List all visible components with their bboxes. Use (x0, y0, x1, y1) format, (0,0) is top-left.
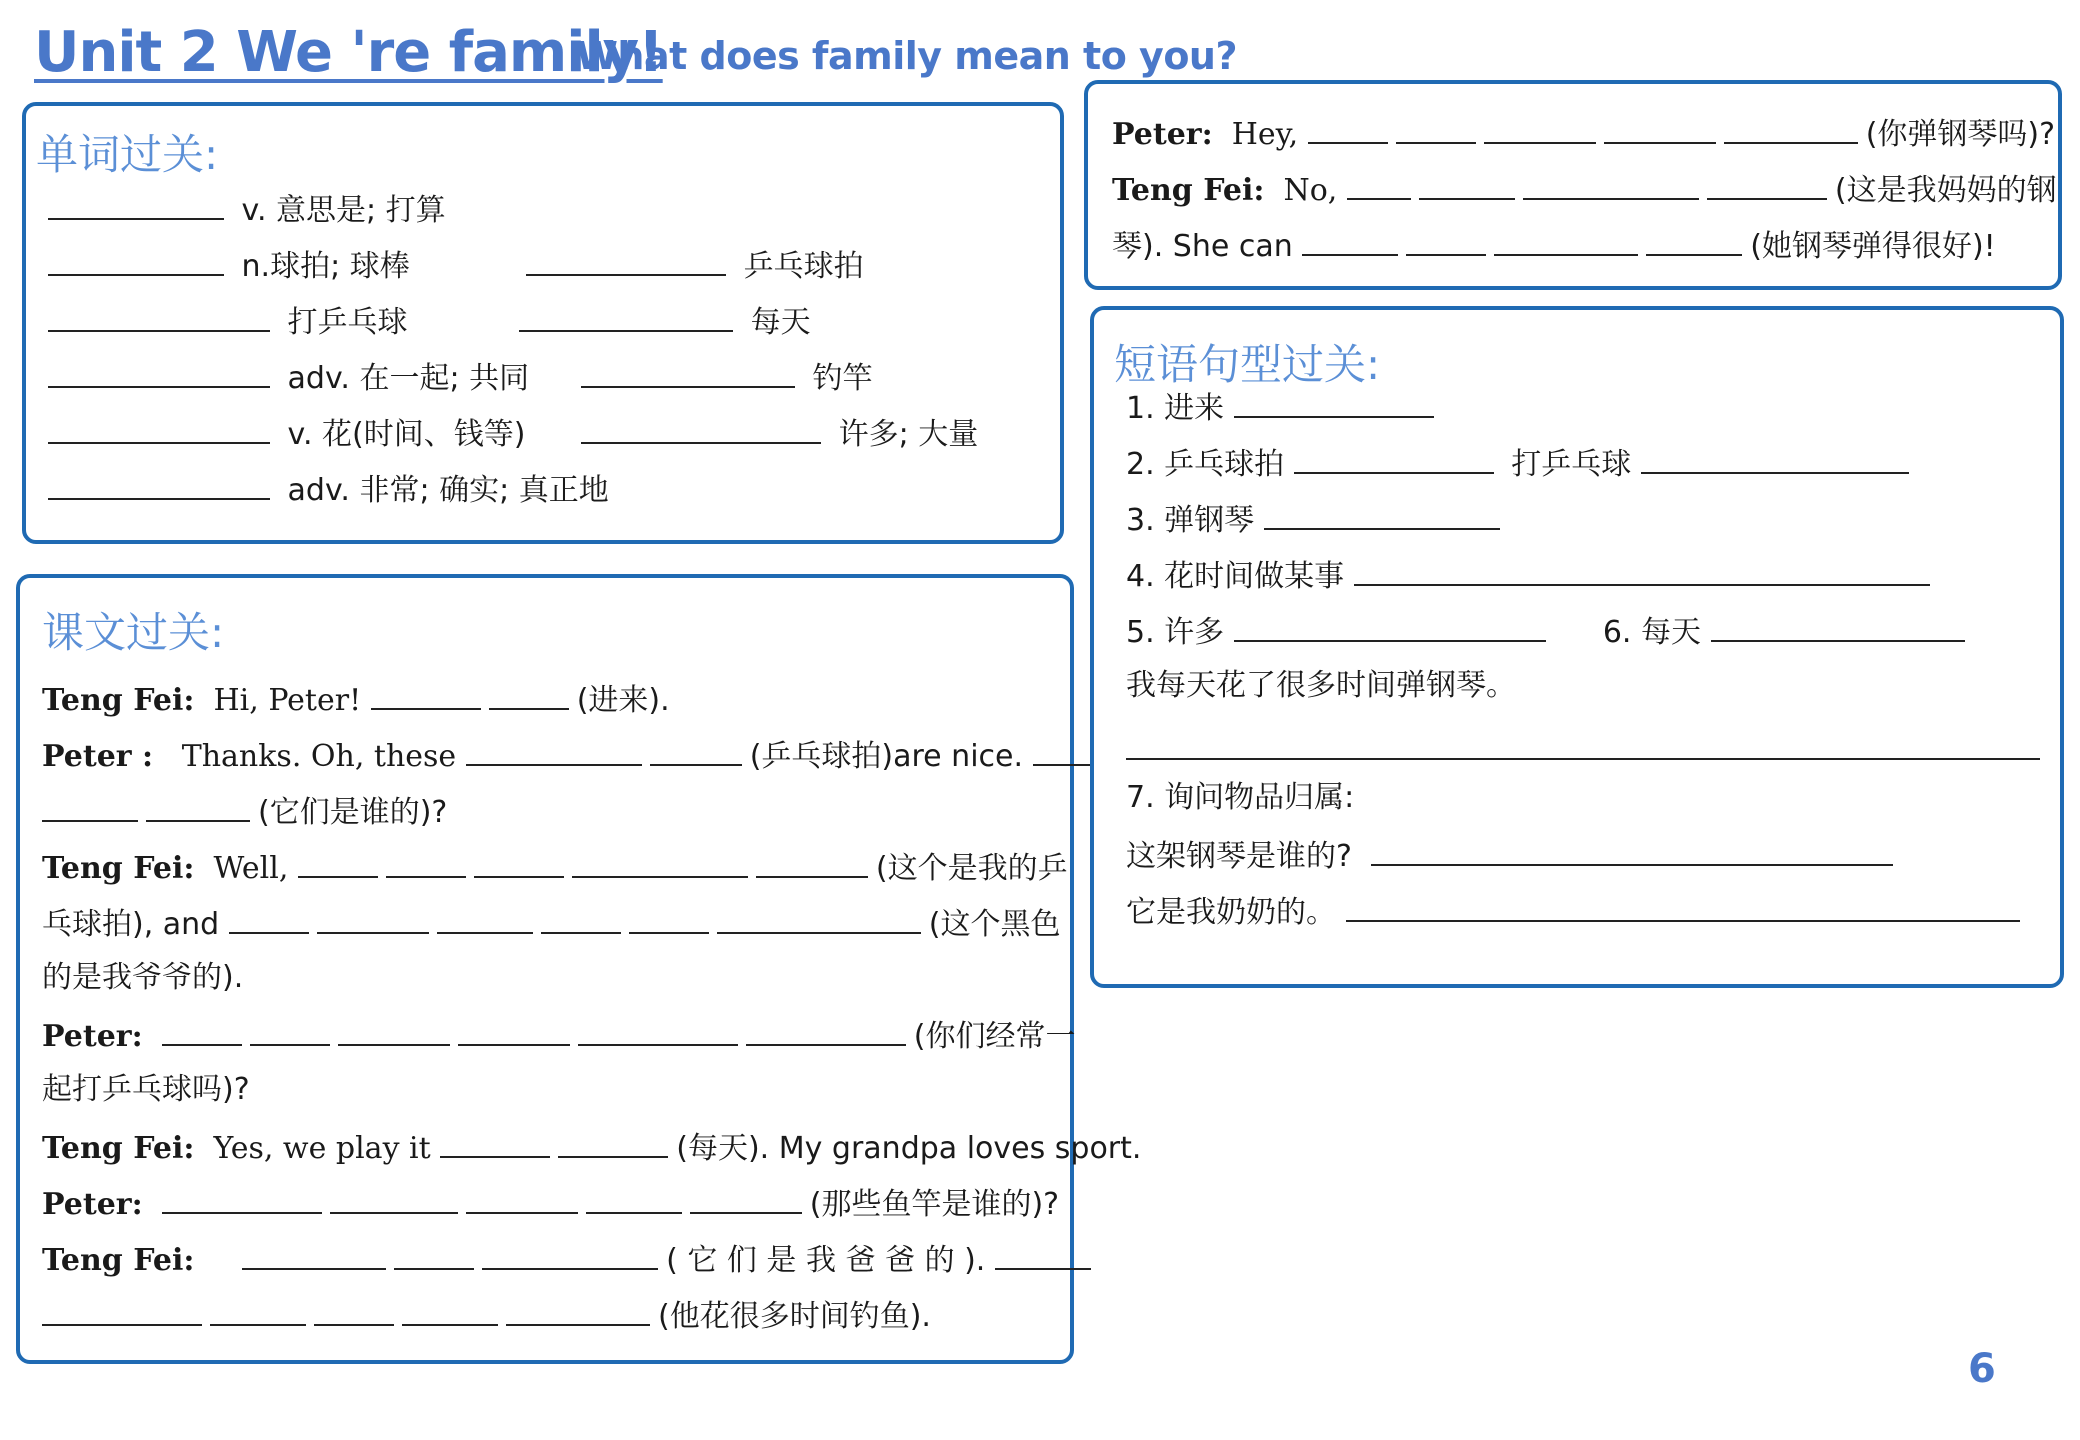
phrase-6-sentence: 我每天花了很多时间弹钢琴。 (1126, 668, 1516, 703)
dialog-line-3: 琴). She can (她钢琴弹得很好)! (1112, 224, 1996, 267)
blank[interactable] (162, 1014, 242, 1046)
vocab-meaning: v. 意思是; 打算 (241, 193, 446, 228)
blank[interactable] (578, 1014, 738, 1046)
blank[interactable] (1604, 112, 1716, 144)
text-box (16, 574, 1142, 1364)
blank[interactable] (1294, 442, 1494, 474)
blank[interactable] (394, 1238, 474, 1270)
blank[interactable] (690, 1182, 802, 1214)
blank[interactable] (756, 846, 868, 878)
blank[interactable] (526, 244, 726, 276)
blank[interactable] (48, 356, 270, 388)
blank[interactable] (474, 846, 564, 878)
text-line-1: Teng Fei: Hi, Peter! (进来). (42, 678, 670, 721)
blank[interactable] (1234, 610, 1546, 642)
blank[interactable] (298, 846, 378, 878)
blank[interactable] (314, 1294, 394, 1326)
blank[interactable] (489, 678, 569, 710)
vocab-box (22, 102, 1064, 544)
unit-title: Unit 2 We 're family! (34, 20, 663, 85)
blank[interactable] (586, 1182, 682, 1214)
phrase-7b: 它是我奶奶的。 (1126, 890, 2028, 933)
blank[interactable] (1371, 834, 1893, 866)
blank[interactable] (371, 678, 481, 710)
blank[interactable] (440, 1126, 550, 1158)
blank[interactable] (242, 1238, 386, 1270)
blank[interactable] (581, 356, 795, 388)
blank[interactable] (629, 902, 709, 934)
blank[interactable] (466, 1182, 578, 1214)
phrase-1: 1. 进来 (1126, 386, 1442, 429)
text-line-4: Teng Fei: Well, (这个是我的乒 (42, 846, 1068, 889)
blank[interactable] (717, 902, 921, 934)
blank[interactable] (541, 902, 621, 934)
blank[interactable] (581, 412, 821, 444)
text-line-12: (他花很多时间钓鱼). (42, 1294, 931, 1337)
phrases-heading: 短语句型过关: (1114, 340, 1381, 389)
blank[interactable] (466, 734, 642, 766)
phrases-box (1090, 306, 2064, 988)
page-number: 6 (1968, 1346, 1996, 1392)
vocab-row-1 (48, 188, 446, 231)
blank[interactable] (48, 468, 270, 500)
blank[interactable] (1406, 224, 1486, 256)
vocab-meaning: adv. 在一起; 共同 (287, 361, 530, 396)
blank[interactable] (1264, 498, 1500, 530)
blank[interactable] (229, 902, 309, 934)
blank[interactable] (42, 1294, 202, 1326)
text-line-3: (它们是谁的)? (42, 790, 447, 833)
blank[interactable] (572, 846, 748, 878)
blank[interactable] (1484, 112, 1596, 144)
blank[interactable] (746, 1014, 906, 1046)
vocab-meaning: 每天 (750, 305, 811, 340)
vocab-meaning: adv. 非常; 确实; 真正地 (287, 473, 609, 508)
text-line-5: 乓球拍), and (这个黑色 (42, 902, 1060, 945)
vocab-row-3 (48, 300, 811, 343)
text-line-7: Peter: (你们经常一 (42, 1014, 1075, 1057)
blank[interactable] (437, 902, 533, 934)
blank[interactable] (1396, 112, 1476, 144)
blank[interactable] (210, 1294, 306, 1326)
vocab-meaning: v. 花(时间、钱等) (287, 417, 526, 452)
blank[interactable] (48, 188, 224, 220)
blank[interactable] (1711, 610, 1965, 642)
blank[interactable] (1234, 386, 1434, 418)
text-line-8: 起打乒乓球吗)? (42, 1072, 250, 1107)
vocab-meaning: n.球拍; 球棒 (241, 249, 410, 284)
blank[interactable] (48, 412, 270, 444)
text-line-2: Peter : Thanks. Oh, these (乒乓球拍)are nice. (42, 734, 1137, 777)
blank[interactable] (506, 1294, 650, 1326)
blank[interactable] (317, 902, 429, 934)
phrase-5-6: 5. 许多 6. 每天 (1126, 610, 1973, 653)
blank[interactable] (386, 846, 466, 878)
blank[interactable] (162, 1182, 322, 1214)
blank[interactable] (330, 1182, 458, 1214)
dialog-line-2: Teng Fei: No, (这是我妈妈的钢 (1112, 168, 2057, 211)
blank[interactable] (482, 1238, 658, 1270)
answer-line[interactable] (1126, 758, 2040, 760)
vocab-row-6 (48, 468, 609, 511)
blank[interactable] (146, 790, 250, 822)
phrase-7: 7. 询问物品归属: (1126, 780, 1355, 815)
blank[interactable] (338, 1014, 450, 1046)
vocab-meaning: 打乒乓球 (287, 305, 408, 340)
blank[interactable] (1707, 168, 1827, 200)
blank[interactable] (1523, 168, 1699, 200)
blank[interactable] (1646, 224, 1742, 256)
blank[interactable] (1354, 554, 1930, 586)
blank[interactable] (1347, 168, 1411, 200)
blank[interactable] (250, 1014, 330, 1046)
blank[interactable] (1308, 112, 1388, 144)
blank[interactable] (1419, 168, 1515, 200)
blank[interactable] (1641, 442, 1909, 474)
blank[interactable] (1724, 112, 1858, 144)
blank[interactable] (1302, 224, 1398, 256)
vocab-row-5 (48, 412, 978, 455)
dialog-line-1: Peter: Hey, (你弹钢琴吗)? (1112, 112, 2055, 155)
blank[interactable] (558, 1126, 668, 1158)
blank[interactable] (1346, 890, 2020, 922)
unit-subtitle: What does family mean to you? (576, 34, 1238, 78)
text-line-10: Peter: (那些鱼竿是谁的)? (42, 1182, 1059, 1225)
blank[interactable] (995, 1238, 1091, 1270)
phrase-4: 4. 花时间做某事 (1126, 554, 1938, 597)
phrase-7a: 这架钢琴是谁的? (1126, 834, 1901, 877)
vocab-row-4 (48, 356, 873, 399)
vocab-row-2 (48, 244, 864, 287)
blank[interactable] (402, 1294, 498, 1326)
blank[interactable] (650, 734, 742, 766)
text-line-11: Teng Fei: ( 它 们 是 我 爸 爸 的 ). (42, 1238, 1099, 1281)
blank[interactable] (48, 244, 224, 276)
text-line-6: 的是我爷爷的). (42, 960, 244, 995)
vocab-meaning: 乒乓球拍 (743, 249, 864, 284)
blank[interactable] (1494, 224, 1638, 256)
blank[interactable] (42, 790, 138, 822)
text-heading: 课文过关: (42, 608, 225, 657)
blank[interactable] (519, 300, 733, 332)
vocab-heading: 单词过关: (36, 130, 219, 179)
text-line-9: Teng Fei: Yes, we play it (每天). My grandpa loves sport. (42, 1126, 1141, 1169)
blank[interactable] (48, 300, 270, 332)
vocab-meaning: 许多; 大量 (838, 417, 979, 452)
dialog-box (1084, 80, 2062, 290)
phrase-2: 2. 乒乓球拍 打乒乓球 (1126, 442, 1917, 485)
vocab-meaning: 钓竿 (812, 361, 873, 396)
blank[interactable] (458, 1014, 570, 1046)
phrase-3: 3. 弹钢琴 (1126, 498, 1508, 541)
